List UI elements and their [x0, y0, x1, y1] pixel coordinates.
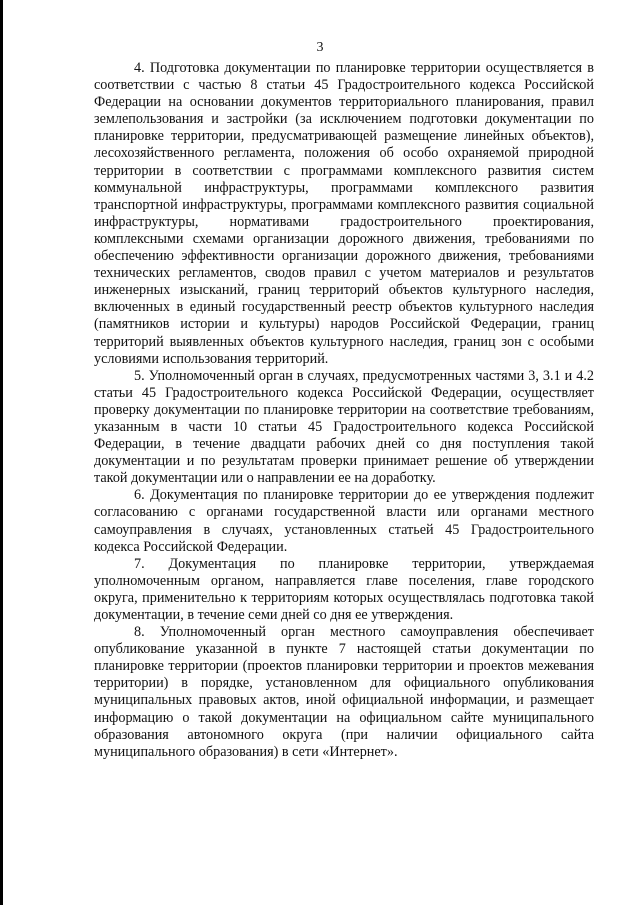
paragraph-8: 8. Уполномоченный орган местного самоуправления обеспечивает опубликование указанной в пункте 7 настоящей статьи документации по планировке территории (проектов планировки территории и проектов межевания территории) в порядке, установленном для официального опубликования муниципальных правовых актов, иной официальной информации, и размещает информацию о такой документации на официальном сайте муниципального образования автономного округа (при наличии официального сайта муниципального образования) в сети «Интернет». — [94, 624, 594, 760]
scan-edge — [0, 0, 3, 905]
page-number: 3 — [316, 40, 324, 55]
paragraph-6: 6. Документация по планировке территории до ее утверждения подлежит согласованию с органами государственной власти или органами местного самоуправления в случаях, установленных статьей 45 Градостроительного кодекса Российской Федерации. — [94, 487, 594, 555]
paragraph-4: 4. Подготовка документации по планировке территории осуществляется в соответствии с частью 8 статьи 45 Градостроительного кодекса Российской Федерации на основании документов территориального планирования, правил землепользования и застройки (за исключением подготовки документации по планировке территории, предусматривающей размещение линейных объектов), лесохозяйственного регламента, положения об особо охраняемой природной территории в соответствии с программами комплексного развития систем коммунальной инфраструктуры, программами комплексного развития транспортной инфраструктуры, программами комплексного развития социальной инфраструктуры, нормативами градостроительного проектирования, комплексными схемами организации дорожного движения, требованиями по обеспечению эффективности организации дорожного движения, требованиями технических регламентов, сводов правил с учетом материалов и результатов инженерных изысканий, границ территорий объектов культурного наследия, включенных в единый государственный реестр объектов культурного наследия (памятников истории и культуры) народов Российской Федерации, границ территорий выявленных объектов культурного наследия, границ зон с особыми условиями использования территорий. — [94, 60, 594, 367]
paragraph-7: 7. Документация по планировке территории, утверждаемая уполномоченным органом, направляется главе поселения, главе городского округа, применительно к территориям которых осуществлялась подготовка такой документации, в течение семи дней со дня ее утверждения. — [94, 555, 594, 623]
paragraph-5: 5. Уполномоченный орган в случаях, предусмотренных частями 3, 3.1 и 4.2 статьи 45 Градостроительного кодекса Российской Федерации, осуществляет проверку документации по планировке территории на соответствие требованиям, указанным в части 10 статьи 45 Градостроительного кодекса Российской Федерации, в течение двадцати рабочих дней со дня поступления такой документации и по результатам проверки принимает решение об утверждении такой документации или о направлении ее на доработку. — [94, 367, 594, 487]
document-body — [94, 60, 594, 761]
